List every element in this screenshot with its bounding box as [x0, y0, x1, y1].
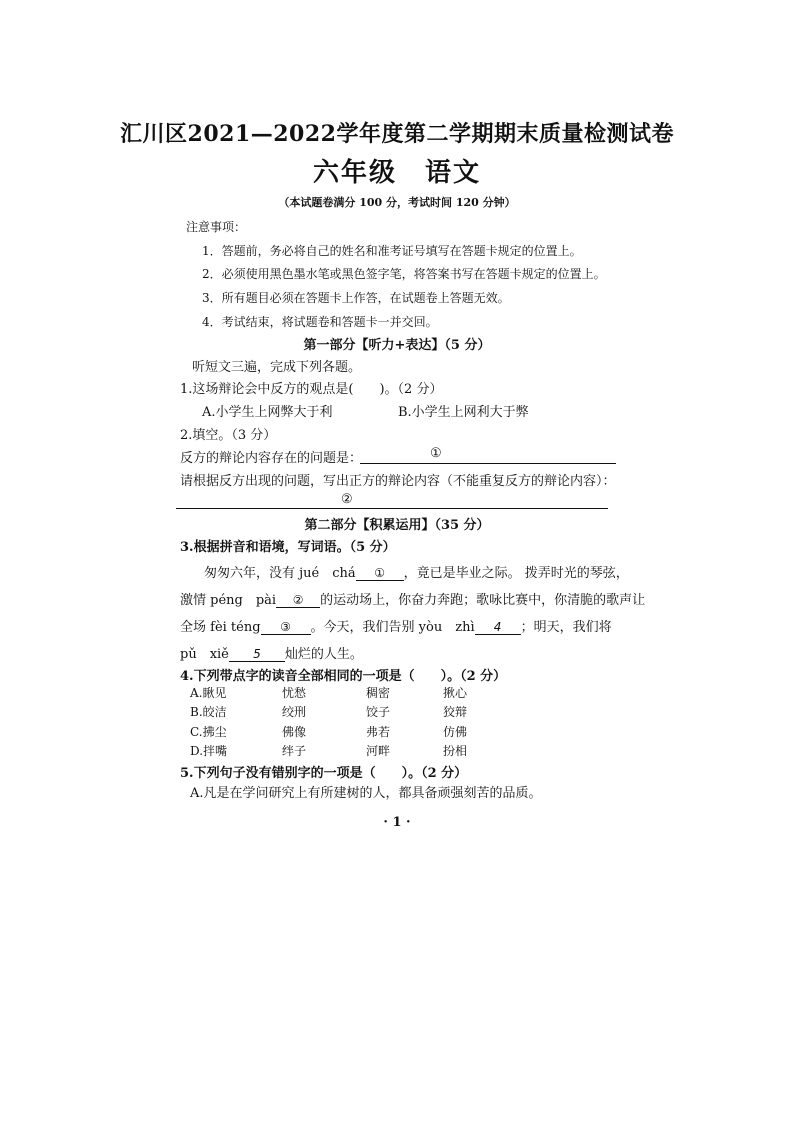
q3-text: 全场 fèi téng: [180, 620, 261, 635]
grade-label: 六年级: [312, 158, 397, 188]
q4-word: 扮相: [443, 744, 468, 758]
q3-paragraph-line-2: [180, 589, 645, 608]
q3-text: pǔ xiě: [180, 647, 229, 662]
q4-option-c: C.拂尘: [190, 725, 227, 739]
subject-label: 语文: [425, 158, 482, 188]
part1-heading: 第一部分【听力+表达】（5 分）: [303, 338, 491, 353]
q4-word: 稠密: [366, 686, 391, 700]
q2-mark-2: ②: [341, 492, 353, 507]
q4-word: 饺子: [366, 705, 391, 719]
page-number: · 1 ·: [383, 815, 411, 830]
q3-text: ，竟已是毕业之际。 拨弄时光的琴弦，: [403, 566, 629, 581]
q4-option-d: D.拌嘴: [190, 744, 228, 758]
instruction-item: 2．必须使用黑色墨水笔或黑色签字笔，将答案书写在答题卡规定的位置上。: [202, 267, 606, 281]
q3-stem: 3.根据拼音和语境，写词语。（5 分）: [180, 540, 396, 555]
q4-word: 绊子: [282, 744, 307, 758]
part2-heading: 第二部分【积累运用】（35 分）: [304, 518, 490, 533]
q5-option-a: A.凡是在学问研究上有所建树的人，都具备顽强刻苦的品质。: [190, 786, 542, 801]
q4-word: 忧愁: [282, 686, 307, 700]
q4-word: 揪心: [443, 686, 468, 700]
instruction-item: 4．考试结束，将试题卷和答题卡一并交回。: [202, 315, 438, 329]
q3-blank-5[interactable]: 5: [229, 647, 285, 662]
q3-paragraph-line-1: [204, 562, 629, 581]
q4-option-b: B.皎洁: [190, 705, 227, 719]
exam-note: （本试题卷满分 100 分，考试时间 120 分钟）: [278, 196, 516, 209]
exam-subtitle: [0, 152, 794, 189]
q1-stem: 1.这场辩论会中反方的观点是( )。（2 分）: [180, 382, 443, 397]
q4-word: 弗若: [366, 725, 391, 739]
exam-title: 汇川区2021—2022学年度第二学期期末质量检测试卷: [120, 121, 674, 147]
q5-stem: 5.下列句子没有错别字的一项是（ ）。（2 分）: [180, 766, 468, 781]
q3-paragraph-line-4: [180, 643, 363, 662]
q2-mark-1: ①: [430, 446, 442, 461]
q2-stem: 2.填空。（3 分）: [180, 428, 277, 443]
q3-text: 的运动场上，你奋力奔跑；歌咏比赛中，你清脆的歌声让: [320, 593, 646, 608]
q4-word: 仿佛: [443, 725, 468, 739]
q4-word: 狡辩: [443, 705, 468, 719]
q4-option-a: A.瞅见: [190, 686, 227, 700]
part1-intro: 听短文三遍，完成下列各题。: [192, 360, 362, 375]
q4-word: 河畔: [366, 744, 391, 758]
q3-text: ；明天，我们将: [520, 620, 612, 635]
q2-answer-line-2[interactable]: [176, 508, 608, 509]
instruction-item: 1．答题前，务必将自己的姓名和准考证号填写在答题卡规定的位置上。: [202, 244, 582, 258]
q3-text: 。今天，我们告别 yòu zhì: [310, 620, 475, 635]
q3-blank-4[interactable]: 4: [475, 620, 521, 635]
q2-line2-label: 请根据反方出现的问题，写出正方的辩论内容（不能重复反方的辩论内容）：: [180, 474, 616, 489]
q3-text: 匆匆六年，没有 jué chá: [204, 566, 356, 581]
q3-paragraph-line-3: [180, 616, 612, 635]
q3-text: 灿烂的人生。: [284, 647, 363, 662]
q3-blank-2[interactable]: ②: [276, 593, 320, 608]
instruction-item: 3．所有题目必须在答题卡上作答，在试题卷上答题无效。: [202, 291, 510, 305]
q3-blank-3[interactable]: ③: [261, 620, 311, 635]
q2-line1-label: 反方的辩论内容存在的问题是：: [180, 451, 363, 466]
q4-stem: 4.下列带点字的读音全部相同的一项是（ ）。（2 分）: [180, 669, 507, 684]
q1-option-b: B.小学生上网利大于弊: [398, 405, 529, 420]
q1-option-a: A.小学生上网弊大于利: [202, 405, 333, 420]
q4-word: 绞刑: [282, 705, 307, 719]
q4-word: 佛像: [282, 725, 307, 739]
q3-text: 激情 péng pài: [180, 593, 277, 608]
q3-blank-1[interactable]: ①: [356, 566, 404, 581]
q2-answer-line-1[interactable]: [360, 463, 616, 464]
instructions-heading: 注意事项：: [186, 220, 247, 234]
